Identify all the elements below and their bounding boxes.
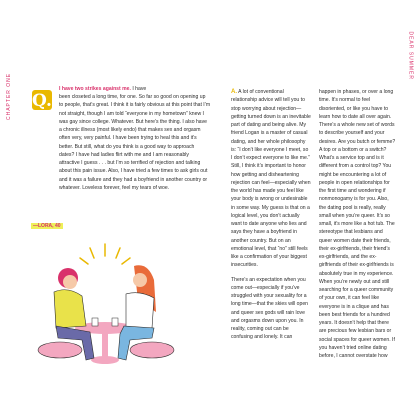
question-lead: I have two strikes against me.	[59, 86, 131, 92]
two-people-talking-illustration	[30, 240, 180, 370]
answer-column-2: happen in phases, or over a long time. It’s normal to feel disoriented, or like you have to learn how to date all over again. There’s a whole new set of words to describe yourself and your desires. Are you butch or femme? A top or a bottom or a switch? What’s a service top and is it different from a control top? You might be encountering a lot of people in open relationships for the first time and wondering if nonmonogamy is for you. Also, the dating pool is really, really small when you’re queer. It’s so small, it’s more like a hot tub. The stereotype that lesbians and queer women date their friends, their ex-girlfriends, their friend’s ex-girlfriends, and the ex-girlfriends of their ex-girlfriends is absolutely true in my experience. When you’re newly out and still searching for a queer community of your own, it can feel like everyone is in a clique and has been best friends for a hundred years. It doesn’t help that there are precious few lesbian bars or social spaces for queer women. If you haven’t tried online dating before, I cannot overstate how	[319, 89, 396, 359]
question-q-icon	[31, 88, 55, 112]
answer-paragraph-2: There’s an expectation when you come out—especially if you’ve struggled with your sexuality for a long time—that the skies will open and queer sex gods will rain love and orgasms down upon you. In reality, coming out can be confusing and lonely. It can	[231, 276, 309, 341]
question-letter: Q.	[32, 91, 52, 111]
answer-paragraph-1: A lot of conventional relationship advice will tell you to stop worrying about rejection—getting turned down is an inevitable part of dating and being alive. My friend Logan is a master of casual dating, and her whole philosophy is: “I don’t like everyone I meet, so I don’t expect everyone to like me.” Still, I think it’s important to honor how getting and disheartening rejection can feel—especially when the world has made you feel like your body is wrong or undesirable in some way. My guess is that on a logical level, you don’t actually want to date anyone who lies and says they have a boyfriend in another country. But on an emotional level, that “no” still feels like a confirmation of your biggest insecurities.	[231, 89, 311, 269]
chapter-side-label: CHAPTER ONE	[6, 72, 12, 120]
answer-letter: A.	[231, 89, 237, 95]
question-line1: I have	[130, 86, 147, 92]
question-first-lines	[59, 85, 211, 93]
answer-column-1	[231, 88, 311, 342]
question-body: been closeted a long time, for one. So far so good on opening up to people, that’s great. I think it is fairly obvious at this point that I’m not straight, though I am told “everyone in my hometown” knew I was gay since college. Whatever. But here’s the thing. I also have a chronic illness (most likely endo) that makes sex and orgasm often very, very painful. I have been trying to heal this and it’s better. But still, what do you think is a good way to approach dates? I have had ladies flirt with me and I am reasonably attractive I guess . . . but I’m so terrified of rejection and talking about this pain issue. Also, I have tried a few times to ask girls out and it was a failure and they had a boyfriend in another country or whatever. Loveless forever, feel my tears of woe.	[59, 94, 211, 191]
book-side-label: DEAR SUMMER	[408, 31, 414, 80]
question-signature: —LORA, 40	[33, 223, 61, 229]
